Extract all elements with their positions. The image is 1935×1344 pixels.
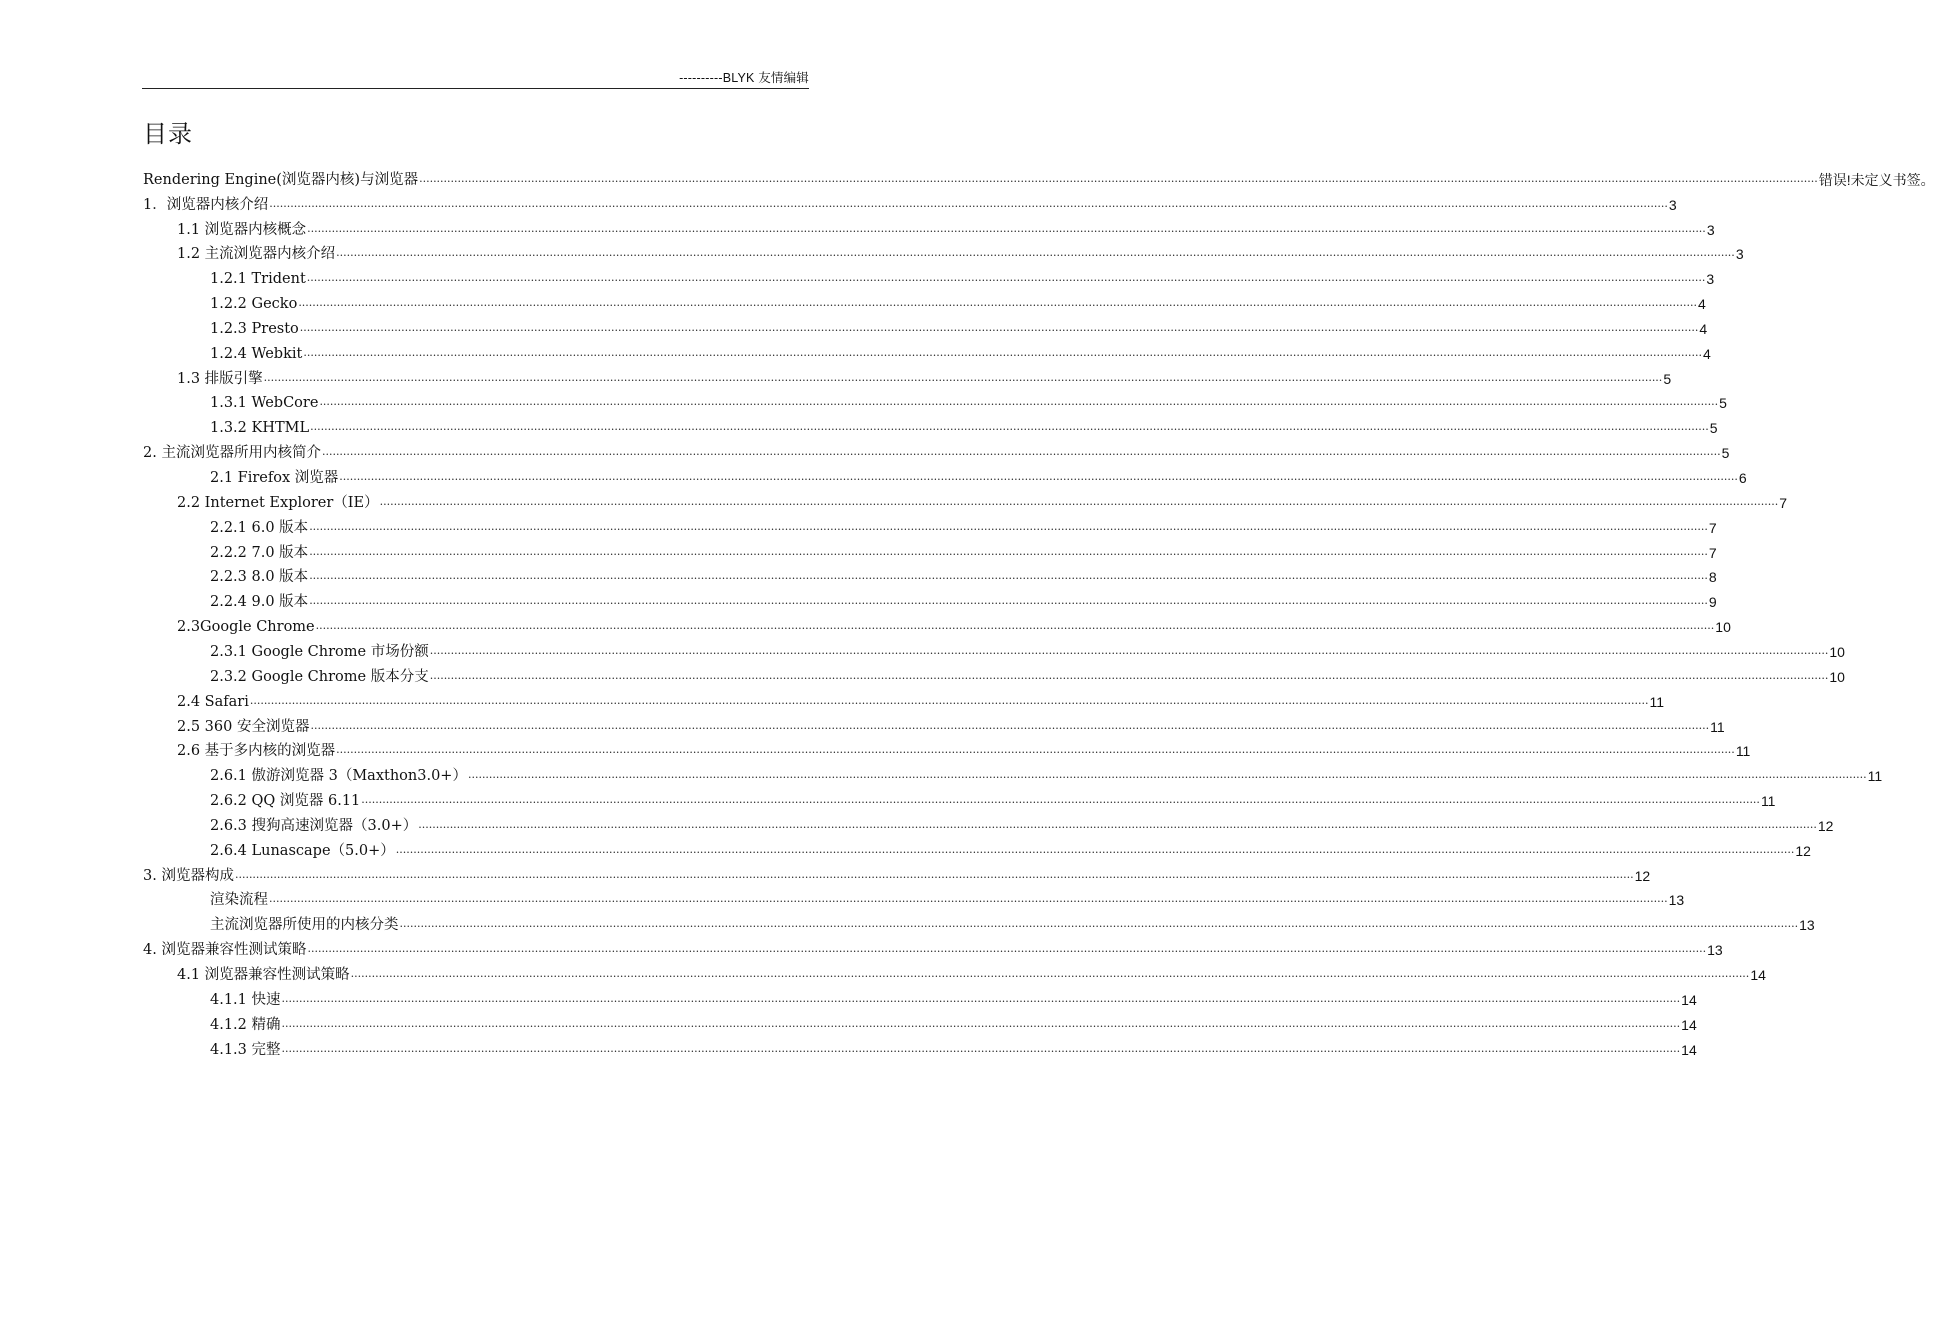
toc-entry-label: 2.6.3 搜狗高速浏览器（3.0+）	[210, 817, 418, 834]
toc-entry[interactable]	[143, 438, 1730, 463]
toc-leader-dots: ................................................................................................................................................................................................................................................................................................................................................................................................................	[336, 246, 1735, 260]
toc-leader-dots: ................................................................................................................................................................................................................................................................................................................................................................................................................	[339, 470, 1738, 484]
toc-entry-label: 2.2.4 9.0 版本	[210, 594, 309, 611]
toc-entry[interactable]	[177, 215, 1715, 240]
toc-entry[interactable]	[210, 761, 1883, 786]
toc-entry-page: 14	[1681, 991, 1697, 1008]
toc-entry-page: 5	[1719, 395, 1727, 412]
toc-leader-dots: ................................................................................................................................................................................................................................................................................................................................................................................................................	[419, 171, 1818, 185]
toc-entry[interactable]	[210, 563, 1717, 588]
toc-entry-page: 10	[1829, 668, 1845, 685]
toc-entry-label: 1.1 浏览器内核概念	[177, 221, 307, 238]
toc-entry-label: 2.2 Internet Explorer（IE）	[177, 494, 379, 511]
toc-entry[interactable]	[210, 538, 1717, 563]
toc-entry-label: 2.6.1 傲游浏览器 3（Maxthon3.0+）	[210, 768, 467, 785]
toc-entry-page: 7	[1708, 519, 1717, 536]
toc-leader-dots: ................................................................................................................................................................................................................................................................................................................................................................................................................	[249, 693, 1649, 707]
toc-entry-page: 6	[1738, 470, 1747, 487]
toc-entry[interactable]	[177, 488, 1788, 513]
toc-leader-dots: ................................................................................................................................................................................................................................................................................................................................................................................................................	[350, 967, 1750, 981]
toc-leader-dots: ................................................................................................................................................................................................................................................................................................................................................................................................................	[309, 569, 1708, 583]
toc-entry-page: 11	[1649, 693, 1665, 710]
toc-entry[interactable]	[210, 811, 1834, 836]
toc-entry-page: 7	[1779, 494, 1788, 511]
toc-entry-page: 5	[1663, 370, 1672, 387]
toc-entry[interactable]	[210, 886, 1685, 911]
toc-entry[interactable]	[177, 687, 1665, 712]
toc-entry[interactable]	[177, 364, 1672, 389]
toc-entry-label: 1.3.1 WebCore	[210, 395, 319, 412]
toc-entry-page: 14	[1750, 967, 1766, 984]
toc-entry[interactable]	[210, 314, 1708, 339]
toc-entry-page: 9	[1708, 594, 1717, 611]
toc-entry-label: 1.2 主流浏览器内核介绍	[177, 246, 336, 263]
header-rule	[142, 88, 809, 89]
toc-leader-dots: ................................................................................................................................................................................................................................................................................................................................................................................................................	[307, 221, 1706, 235]
toc-leader-dots: ................................................................................................................................................................................................................................................................................................................................................................................................................	[310, 718, 1710, 732]
toc-title: 目录	[143, 120, 193, 148]
toc-leader-dots: ................................................................................................................................................................................................................................................................................................................................................................................................................	[321, 445, 1721, 459]
toc-entry[interactable]	[210, 339, 1711, 364]
toc-entry-label: 3. 浏览器构成	[143, 867, 234, 884]
toc-leader-dots: ................................................................................................................................................................................................................................................................................................................................................................................................................	[395, 842, 1795, 856]
toc-entry-label: 2.3.2 Google Chrome 版本分支	[210, 668, 429, 685]
toc-entry-label: 1.2.1 Trident	[210, 271, 306, 288]
toc-leader-dots: ................................................................................................................................................................................................................................................................................................................................................................................................................	[299, 320, 1699, 334]
toc-entry[interactable]	[210, 1010, 1697, 1035]
toc-entry-page: 11	[1867, 768, 1883, 785]
toc-leader-dots: ................................................................................................................................................................................................................................................................................................................................................................................................................	[309, 594, 1708, 608]
toc-entry-page: 13	[1799, 917, 1815, 934]
toc-leader-dots: ................................................................................................................................................................................................................................................................................................................................................................................................................	[281, 1041, 1681, 1055]
toc-entry[interactable]	[210, 289, 1706, 314]
toc-leader-dots: ................................................................................................................................................................................................................................................................................................................................................................................................................	[298, 296, 1697, 310]
toc-entry-label: 2.3Google Chrome	[177, 619, 315, 636]
toc-entry-page: 5	[1709, 420, 1718, 437]
toc-entry-page: 14	[1681, 1041, 1697, 1058]
toc-leader-dots: ................................................................................................................................................................................................................................................................................................................................................................................................................	[281, 1016, 1681, 1030]
toc-entry[interactable]	[177, 737, 1751, 762]
toc-leader-dots: ................................................................................................................................................................................................................................................................................................................................................................................................................	[467, 768, 1867, 782]
toc-leader-dots: ................................................................................................................................................................................................................................................................................................................................................................................................................	[269, 892, 1668, 906]
toc-entry[interactable]	[210, 587, 1717, 612]
toc-leader-dots: ................................................................................................................................................................................................................................................................................................................................................................................................................	[310, 420, 1709, 434]
toc-entry-label: 2.2.2 7.0 版本	[210, 544, 309, 561]
toc-entry-page: 10	[1715, 619, 1731, 636]
toc-entry[interactable]	[177, 612, 1731, 637]
page-header: ----------BLYK 友情编辑	[679, 71, 809, 85]
toc-leader-dots: ................................................................................................................................................................................................................................................................................................................................................................................................................	[418, 817, 1817, 831]
toc-entry-label: 4. 浏览器兼容性测试策略	[143, 942, 307, 959]
toc-entry-label: 2.2.1 6.0 版本	[210, 519, 309, 536]
toc-entry-label: 1.2.4 Webkit	[210, 345, 303, 362]
toc-leader-dots: ................................................................................................................................................................................................................................................................................................................................................................................................................	[306, 271, 1706, 285]
toc-leader-dots: ................................................................................................................................................................................................................................................................................................................................................................................................................	[263, 370, 1663, 384]
toc-entry-label: 2.1 Firefox 浏览器	[210, 470, 339, 487]
toc-entry[interactable]	[143, 190, 1677, 215]
toc-entry[interactable]	[210, 786, 1776, 811]
toc-entry-page: 错误!未定义书签。	[1818, 171, 1935, 188]
toc-entry-page: 3	[1706, 221, 1715, 238]
toc-entry-label: 1.3.2 KHTML	[210, 420, 310, 437]
toc-entry-page: 4	[1697, 296, 1706, 313]
toc-entry-label: 1．浏览器内核介绍	[143, 196, 269, 213]
toc-leader-dots: ................................................................................................................................................................................................................................................................................................................................................................................................................	[429, 643, 1829, 657]
toc-entry-page: 11	[1760, 793, 1776, 810]
toc-entry[interactable]	[210, 264, 1715, 289]
toc-leader-dots: ................................................................................................................................................................................................................................................................................................................................................................................................................	[399, 917, 1799, 931]
toc-leader-dots: ................................................................................................................................................................................................................................................................................................................................................................................................................	[234, 867, 1634, 881]
toc-leader-dots: ................................................................................................................................................................................................................................................................................................................................................................................................................	[281, 991, 1681, 1005]
toc-entry[interactable]	[210, 463, 1747, 488]
toc-entry-label: 2.6.4 Lunascape（5.0+）	[210, 842, 395, 859]
toc-entry-label: 2.6.2 QQ 浏览器 6.11	[210, 793, 361, 810]
toc-leader-dots: ................................................................................................................................................................................................................................................................................................................................................................................................................	[309, 519, 1708, 533]
toc-entry-page: 4	[1699, 320, 1708, 337]
toc-entry-label: 主流浏览器所使用的内核分类	[210, 917, 399, 934]
toc-entry-label: 2.4 Safari	[177, 693, 249, 710]
toc-entry[interactable]	[143, 861, 1651, 886]
toc-entry[interactable]	[177, 712, 1725, 737]
toc-entry-label: 1.2.3 Presto	[210, 320, 299, 337]
toc-entry-page: 13	[1668, 892, 1685, 909]
toc-leader-dots: ................................................................................................................................................................................................................................................................................................................................................................................................................	[429, 668, 1829, 682]
toc-entry-label: 2.6 基于多内核的浏览器	[177, 743, 336, 760]
toc-leader-dots: ................................................................................................................................................................................................................................................................................................................................................................................................................	[319, 395, 1719, 409]
toc-entry-page: 5	[1721, 445, 1730, 462]
toc-leader-dots: ................................................................................................................................................................................................................................................................................................................................................................................................................	[361, 793, 1760, 807]
toc-entry[interactable]	[210, 389, 1727, 414]
toc-entry-label: 2.2.3 8.0 版本	[210, 569, 309, 586]
toc-entry[interactable]	[210, 662, 1845, 687]
toc-entry-label: 4.1.2 精确	[210, 1016, 281, 1033]
toc-entry[interactable]	[210, 1035, 1697, 1060]
toc-leader-dots: ................................................................................................................................................................................................................................................................................................................................................................................................................	[309, 544, 1708, 558]
toc-entry-label: 渲染流程	[210, 892, 268, 909]
toc-entry[interactable]	[210, 637, 1845, 662]
toc-entry[interactable]	[143, 165, 1935, 190]
toc-entry-label: 2.3.1 Google Chrome 市场份额	[210, 643, 429, 660]
toc-leader-dots: ................................................................................................................................................................................................................................................................................................................................................................................................................	[303, 345, 1702, 359]
toc-entry-label: 4.1.1 快速	[210, 991, 281, 1008]
toc-entry-page: 3	[1735, 246, 1744, 263]
toc-entry[interactable]	[177, 960, 1766, 985]
toc-entry[interactable]	[210, 513, 1717, 538]
toc-entry-page: 3	[1668, 196, 1677, 213]
toc-entry-page: 12	[1817, 817, 1834, 834]
toc-entry-page: 13	[1707, 942, 1723, 959]
toc-entry-page: 4	[1702, 345, 1711, 362]
toc-entry-label: 2.5 360 安全浏览器	[177, 718, 310, 735]
toc-entry-page: 10	[1829, 643, 1845, 660]
toc-entry[interactable]	[210, 911, 1815, 936]
toc-entry-label: 2. 主流浏览器所用内核简介	[143, 445, 321, 462]
toc-entry[interactable]	[210, 414, 1718, 439]
toc-leader-dots: ................................................................................................................................................................................................................................................................................................................................................................................................................	[269, 196, 1668, 210]
toc-entry-page: 14	[1681, 1016, 1697, 1033]
toc-entry-label: 4.1.3 完整	[210, 1041, 281, 1058]
toc-entry[interactable]	[210, 985, 1697, 1010]
toc-entry[interactable]	[177, 240, 1744, 265]
toc-entry-label: 1.3 排版引擎	[177, 370, 263, 387]
toc-entry[interactable]	[143, 935, 1723, 960]
toc-entry-page: 12	[1634, 867, 1651, 884]
toc-leader-dots: ................................................................................................................................................................................................................................................................................................................................................................................................................	[307, 942, 1707, 956]
toc-leader-dots: ................................................................................................................................................................................................................................................................................................................................................................................................................	[315, 619, 1715, 633]
toc-leader-dots: ................................................................................................................................................................................................................................................................................................................................................................................................................	[336, 743, 1735, 757]
toc-entry-page: 12	[1795, 842, 1811, 859]
toc-entry-page: 8	[1708, 569, 1717, 586]
toc-entry-page: 11	[1710, 718, 1725, 735]
toc-entry-label: 1.2.2 Gecko	[210, 296, 298, 313]
toc-entry-page: 7	[1708, 544, 1717, 561]
toc-entry-label: Rendering Engine(浏览器内核)与浏览器	[143, 171, 419, 188]
toc-entry-page: 11	[1735, 743, 1751, 760]
toc-leader-dots: ................................................................................................................................................................................................................................................................................................................................................................................................................	[379, 494, 1779, 508]
toc-entry-label: 4.1 浏览器兼容性测试策略	[177, 967, 350, 984]
toc-entry-page: 3	[1706, 271, 1715, 288]
toc-entry[interactable]	[210, 836, 1811, 861]
